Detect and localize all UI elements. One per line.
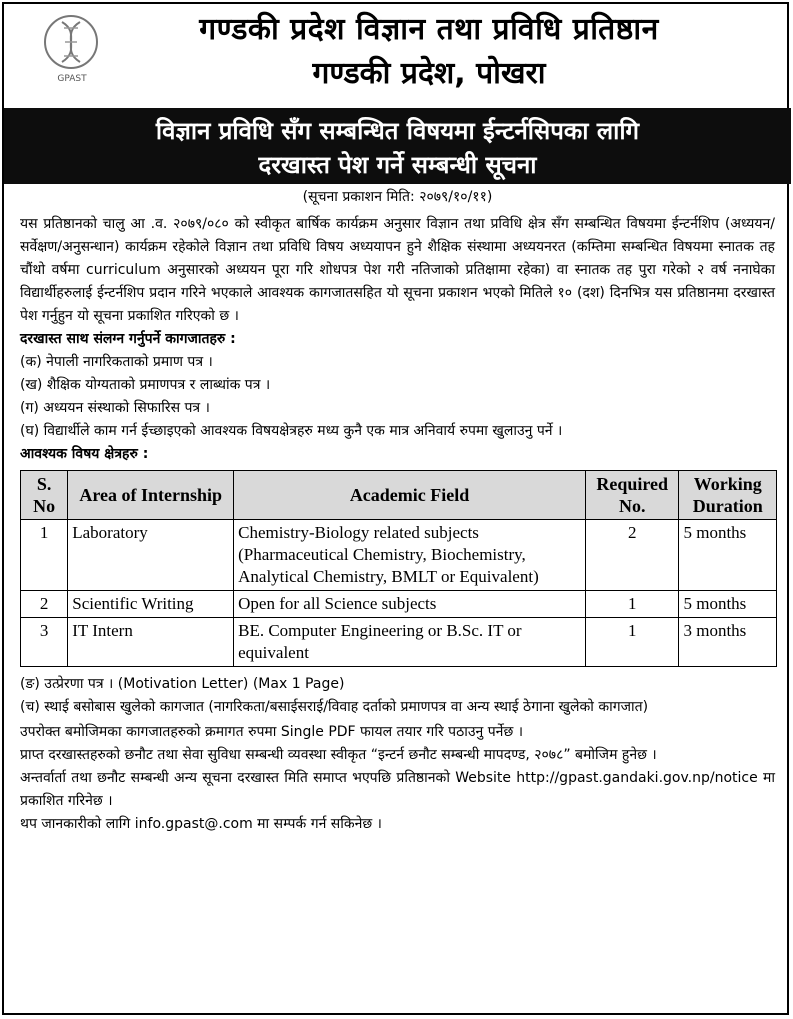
document-item: (ख) शैक्षिक योग्यताको प्रमाणपत्र र लाब्धांक पत्र । bbox=[20, 377, 271, 393]
document-item: (ग) अध्ययन संस्थाको सिफारिस पत्र । bbox=[20, 400, 210, 416]
table-row bbox=[21, 520, 777, 591]
notice-page bbox=[2, 2, 789, 1015]
document-item: (घ) विद्यार्थीले काम गर्न ईच्छाइएको आवश्यक विषयक्षेत्रहरु मध्य कुनै एक मात्र अनिवार्य रुपमा खुलाउनु पर्ने । bbox=[20, 423, 563, 439]
table-row bbox=[21, 618, 777, 667]
fields-heading: आवश्यक विषय क्षेत्रहरु : bbox=[20, 446, 149, 462]
notice-title-banner bbox=[4, 108, 791, 184]
closing-line: उपरोक्त बमोजिमका कागजातहरुको क्रमागत रुपमा Single PDF फायल तयार गरि पठाउनु पर्नेछ । bbox=[20, 724, 524, 740]
internship-table bbox=[20, 470, 777, 667]
cell-duration: 3 months bbox=[679, 618, 777, 667]
table-header-row bbox=[21, 471, 777, 520]
header-required: Required No. bbox=[585, 471, 678, 520]
cell-area: Scientific Writing bbox=[68, 591, 234, 618]
header-sn: S. No bbox=[21, 471, 68, 520]
logo-text: GPAST bbox=[57, 74, 87, 84]
closing-line: अन्तर्वार्ता तथा छनौट सम्बन्धी अन्य सूचना दरखास्त मिति समाप्त भएपछि प्रतिष्ठानको Website http://gpast.gandaki.gov.np/notice मा प्रकाशित गरिनेछ । bbox=[20, 770, 775, 809]
document-item: (ङ) उत्प्रेरणा पत्र । (Motivation Letter) (Max 1 Page) bbox=[20, 676, 345, 692]
cell-area: IT Intern bbox=[68, 618, 234, 667]
cell-field: BE. Computer Engineering or B.Sc. IT or equivalent bbox=[234, 618, 586, 667]
intro-paragraph: यस प्रतिष्ठानको चालु आ .व. २०७९/०८० को स्वीकृत बार्षिक कार्यक्रम अनुसार विज्ञान तथा प्रविधि क्षेत्र सँग सम्बन्धित विषयमा ईन्टर्नशिप (अध्ययन/सर्वेक्षण/अनुसन्धान) कार्यक्रम रहेकोले विज्ञान तथा प्रविधि विषय अध्ययापन हुने शैक्षिक संस्थामा अध्ययनरत (कम्तिमा सम्बन्धित विषयमा स्नातक तह चौंथो वर्षमा curriculum अनुसारको अध्ययन पूरा गरि शोधपत्र पेश गरी नतिजाको प्रतिक्षामा रहेका) वा स्नातक तह पुरा गरेको २ वर्ष ननाघेका विद्यार्थीहरुलाई ईन्टर्नशिप प्रदान गरिने भएकाले आवश्यक कागजातसहित यो सूचना प्रकाशन भएको मितिले १० (दश) दिनभित्र यस प्रतिष्ठानमा दरखास्त पेश गर्नुहुन यो सूचना प्रकाशित गरिएको छ । bbox=[20, 216, 775, 324]
header-field: Academic Field bbox=[234, 471, 586, 520]
closing-line: थप जानकारीको लागि info.gpast@.com मा सम्पर्क गर्न सकिनेछ । bbox=[20, 816, 382, 832]
banner-line-2: दरखास्त पेश गर्ने सम्बन्धी सूचना bbox=[258, 151, 537, 179]
cell-field: Chemistry-Biology related subjects (Pharmaceutical Chemistry, Biochemistry, Analytical Chemistry, BMLT or Equivalent) bbox=[234, 520, 586, 591]
cell-duration: 5 months bbox=[679, 520, 777, 591]
table-row bbox=[21, 591, 777, 618]
cell-required: 1 bbox=[585, 591, 678, 618]
documents-heading: दरखास्त साथ संलग्न गर्नुपर्ने कागजातहरु : bbox=[20, 331, 236, 347]
header-area: Area of Internship bbox=[68, 471, 234, 520]
notice-body bbox=[20, 186, 775, 836]
document-item: (क) नेपाली नागरिकताको प्रमाण पत्र । bbox=[20, 354, 213, 370]
banner-line-1: विज्ञान प्रविधि सँग सम्बन्धित विषयमा ईन्टर्नसिपका लागि bbox=[155, 117, 640, 145]
cell-sn: 1 bbox=[21, 520, 68, 591]
cell-required: 1 bbox=[585, 618, 678, 667]
cell-sn: 3 bbox=[21, 618, 68, 667]
org-name: गण्डकी प्रदेश विज्ञान तथा प्रविधि प्रतिष्ठान bbox=[199, 12, 659, 47]
cell-required: 2 bbox=[585, 520, 678, 591]
org-location: गण्डकी प्रदेश, पोखरा bbox=[312, 56, 546, 91]
cell-duration: 5 months bbox=[679, 591, 777, 618]
closing-line: प्राप्त दरखास्तहरुको छनौट तथा सेवा सुविधा सम्बन्धी व्यवस्था स्वीकृत “इन्टर्न छनौट सम्बन्धी मापदण्ड, २०७८” बमोजिम हुनेछ । bbox=[20, 747, 657, 763]
cell-area: Laboratory bbox=[68, 520, 234, 591]
header bbox=[4, 4, 791, 108]
document-item: (च) स्थाई बसोबास खुलेको कागजात (नागरिकता/बसाईसराई/विवाह दर्ताको प्रमाणपत्र वा अन्य स्थाई ठेगाना खुलेको कागजात) bbox=[20, 699, 649, 715]
publication-date: (सूचना प्रकाशन मिति: २०७९/१०/११) bbox=[302, 189, 493, 205]
header-duration: Working Duration bbox=[679, 471, 777, 520]
cell-sn: 2 bbox=[21, 591, 68, 618]
cell-field: Open for all Science subjects bbox=[234, 591, 586, 618]
